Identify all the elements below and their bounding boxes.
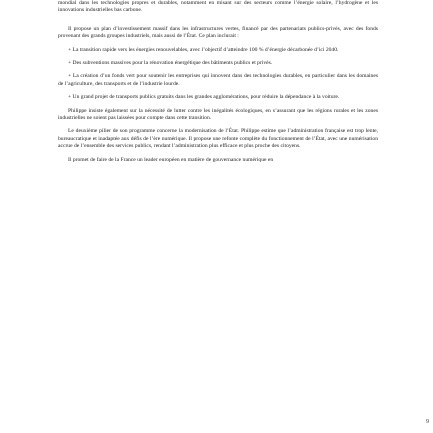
- document-page: [58, 0, 378, 433]
- paragraph-state-modernisation: Le deuxième pilier de son programme concerne la modernisation de l’État. Philippe estime que l’administration française est trop lente, bureaucratique et inadaptée aux défis de l’ère numérique. Il propose une refonte complète du fonctionnement de l’État, avec une numérisation accrue de l’ensemble des services publics, rendant l’administration plus efficace et plus proche des citoyens.: [58, 128, 378, 150]
- page-number: 9: [426, 419, 429, 425]
- paragraph-ecological-inequalities: Philippe insiste également sur la nécessité de lutter contre les inégalités écologiques, en s’assurant que les régions rurales et les zones industrielles ne soient pas laissées pour compte dans cette transition.: [58, 107, 378, 122]
- bullet-green-fund: + La création d’un fonds vert pour soutenir les entreprises qui innovent dans des technologies durables, en particulier dans les domaines de l’agriculture, des transports et de l’industrie lourde.: [58, 73, 378, 87]
- paragraph-digital-governance: Il promet de faire de la France un leader européen en matière de gouvernance numérique en: [68, 156, 274, 163]
- paragraph-investment-plan: Il propose un plan d’investissement massif dans les infrastructures vertes, financé par des partenariats publics-privés, avec des fonds provenant des grands groupes industriels, mais aussi de l’État. Ce plan inclurait :: [58, 25, 378, 40]
- bullet-public-transport: + Un grand projet de transports publics gratuits dans les grandes agglomérations, pour réduire la dépendance à la voiture.: [68, 94, 340, 101]
- bullet-renewables: + La transition rapide vers les énergies renouvelables, avec l’objectif d’atteindre 100 % d’énergie décarbonée d’ici 2040.: [68, 46, 339, 53]
- top-paragraph-fragment: mondial dans les technologies propres et durables, notamment en misant sur des secteurs comme l’énergie solaire, l’hydrogène et les innovations industrielles bas carbone.: [58, 0, 378, 14]
- bullet-renovation-subsidies: + Des subventions massives pour la rénovation énergétique des bâtiments publics et privés.: [68, 60, 273, 67]
